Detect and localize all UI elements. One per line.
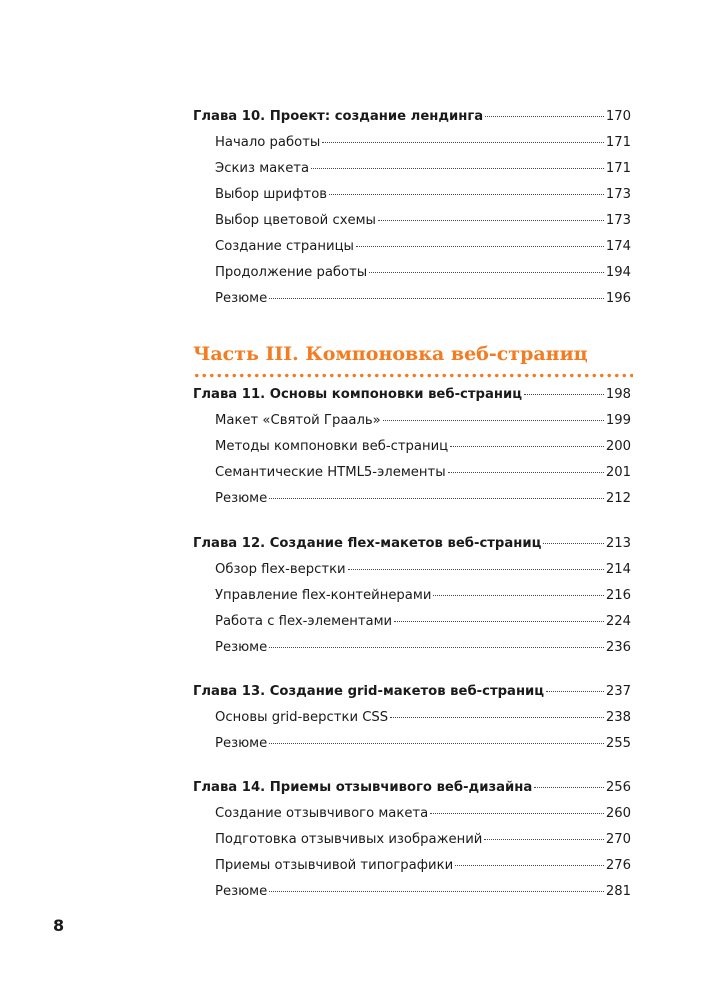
dot-leader xyxy=(329,192,604,195)
toc-entry-title: Обзор flex-верстки xyxy=(215,562,346,577)
toc-entry-page: 173 xyxy=(605,213,631,228)
toc-entry-page: 173 xyxy=(605,187,631,202)
toc-entry-title: Работа с flex-элементами xyxy=(215,614,393,629)
toc-section-entry xyxy=(215,881,631,903)
toc-entry-title: Начало работы xyxy=(215,135,321,150)
part-heading-dotted-rule xyxy=(193,373,633,378)
toc-section-entry xyxy=(215,637,631,659)
dot-leader xyxy=(311,166,604,169)
part-heading: Часть III. Компоновка веб-страниц xyxy=(193,343,588,365)
toc-entry-page: 194 xyxy=(605,265,631,280)
toc-entry-page: 174 xyxy=(605,239,631,254)
toc-section-entry xyxy=(215,288,631,310)
toc-section-entry xyxy=(215,436,631,458)
toc-entry-page: 238 xyxy=(605,710,631,725)
toc-entry-page: 256 xyxy=(605,780,631,795)
toc-section-entry xyxy=(215,611,631,633)
dot-leader xyxy=(356,244,604,247)
dot-leader xyxy=(322,140,604,143)
dot-leader xyxy=(269,889,604,892)
toc-entry-page: 260 xyxy=(605,806,631,821)
toc-section-entry xyxy=(215,158,631,180)
dot-leader xyxy=(524,392,604,395)
toc-entry-title: Макет «Святой Грааль» xyxy=(215,413,381,428)
toc-chapter-entry xyxy=(193,106,631,128)
toc-section-entry xyxy=(215,462,631,484)
toc-entry-page: 214 xyxy=(605,562,631,577)
toc-entry-title: Выбор шрифтов xyxy=(215,187,328,202)
toc-entry-page: 198 xyxy=(605,387,631,402)
toc-entry-title: Методы компоновки веб-страниц xyxy=(215,439,449,454)
toc-entry-page: 236 xyxy=(605,640,631,655)
toc-entry-page: 213 xyxy=(605,536,631,551)
dot-leader xyxy=(448,470,604,473)
toc-section-entry xyxy=(215,184,631,206)
page-number: 8 xyxy=(53,916,65,935)
toc-section-entry xyxy=(215,410,631,432)
toc-section-entry xyxy=(215,829,631,851)
toc-entry-title: Резюме xyxy=(215,291,268,306)
toc-section-entry xyxy=(215,733,631,755)
toc-section-entry xyxy=(215,707,631,729)
dot-leader xyxy=(269,741,604,744)
toc-entry-title: Резюме xyxy=(215,640,268,655)
toc-section-entry xyxy=(215,559,631,581)
toc-entry-page: 201 xyxy=(605,465,631,480)
dot-leader xyxy=(390,715,604,718)
toc-entry-title: Приемы отзывчивой типографики xyxy=(215,858,454,873)
toc-entry-page: 212 xyxy=(605,491,631,506)
toc-entry-page: 171 xyxy=(605,135,631,150)
toc-entry-page: 200 xyxy=(605,439,631,454)
toc-entry-title: Глава 14. Приемы отзывчивого веб-дизайна xyxy=(193,780,533,795)
dot-leader xyxy=(348,567,604,570)
toc-section-entry xyxy=(215,803,631,825)
toc-entry-title: Резюме xyxy=(215,491,268,506)
toc-entry-page: 255 xyxy=(605,736,631,751)
dot-leader xyxy=(394,619,604,622)
dot-leader xyxy=(534,785,604,788)
toc-section-entry xyxy=(215,236,631,258)
toc-entry-title: Глава 11. Основы компоновки веб-страниц xyxy=(193,387,522,402)
dot-leader xyxy=(369,270,604,273)
dot-leader xyxy=(269,296,604,299)
toc-entry-page: 216 xyxy=(605,588,631,603)
dot-leader xyxy=(430,811,604,814)
dot-leader xyxy=(546,689,604,692)
toc-entry-page: 276 xyxy=(605,858,631,873)
toc-entry-title: Выбор цветовой схемы xyxy=(215,213,376,228)
dot-leader xyxy=(543,541,603,544)
toc-entry-title: Глава 12. Создание flex-макетов веб-страниц xyxy=(193,536,542,551)
toc-section-entry xyxy=(215,262,631,284)
toc-entry-page: 171 xyxy=(605,161,631,176)
toc-entry-page: 224 xyxy=(605,614,631,629)
toc-entry-title: Основы grid-верстки CSS xyxy=(215,710,389,725)
toc-chapter-entry xyxy=(193,681,631,703)
toc-entry-title: Управление flex-контейнерами xyxy=(215,588,432,603)
toc-entry-title: Глава 10. Проект: создание лендинга xyxy=(193,109,484,124)
toc-chapter-entry xyxy=(193,384,631,406)
toc-section-entry xyxy=(215,132,631,154)
toc-section-entry xyxy=(215,210,631,232)
toc-entry-page: 270 xyxy=(605,832,631,847)
toc-chapter-entry xyxy=(193,533,631,555)
toc-entry-title: Резюме xyxy=(215,884,268,899)
toc-entry-title: Продолжение работы xyxy=(215,265,368,280)
toc-section-entry xyxy=(215,585,631,607)
toc-entry-title: Создание страницы xyxy=(215,239,354,254)
dot-leader xyxy=(378,218,604,221)
dot-leader xyxy=(484,837,603,840)
toc-entry-title: Семантические HTML5-элементы xyxy=(215,465,446,480)
toc-entry-page: 281 xyxy=(605,884,631,899)
toc-entry-page: 170 xyxy=(605,109,631,124)
toc-section-entry xyxy=(215,488,631,510)
toc-entry-page: 199 xyxy=(605,413,631,428)
dot-leader xyxy=(485,114,604,117)
toc-entry-page: 196 xyxy=(605,291,631,306)
toc-entry-page: 237 xyxy=(605,684,631,699)
dot-leader xyxy=(269,496,604,499)
dot-leader xyxy=(269,645,604,648)
toc-entry-title: Резюме xyxy=(215,736,268,751)
toc-entry-title: Глава 13. Создание grid-макетов веб-страниц xyxy=(193,684,545,699)
dot-leader xyxy=(383,418,604,421)
dot-leader xyxy=(433,593,603,596)
toc-section-entry xyxy=(215,855,631,877)
toc-chapter-entry xyxy=(193,777,631,799)
toc-entry-title: Создание отзывчивого макета xyxy=(215,806,429,821)
dot-leader xyxy=(450,444,604,447)
dot-leader xyxy=(455,863,604,866)
toc-entry-title: Подготовка отзывчивых изображений xyxy=(215,832,483,847)
toc-entry-title: Эскиз макета xyxy=(215,161,310,176)
